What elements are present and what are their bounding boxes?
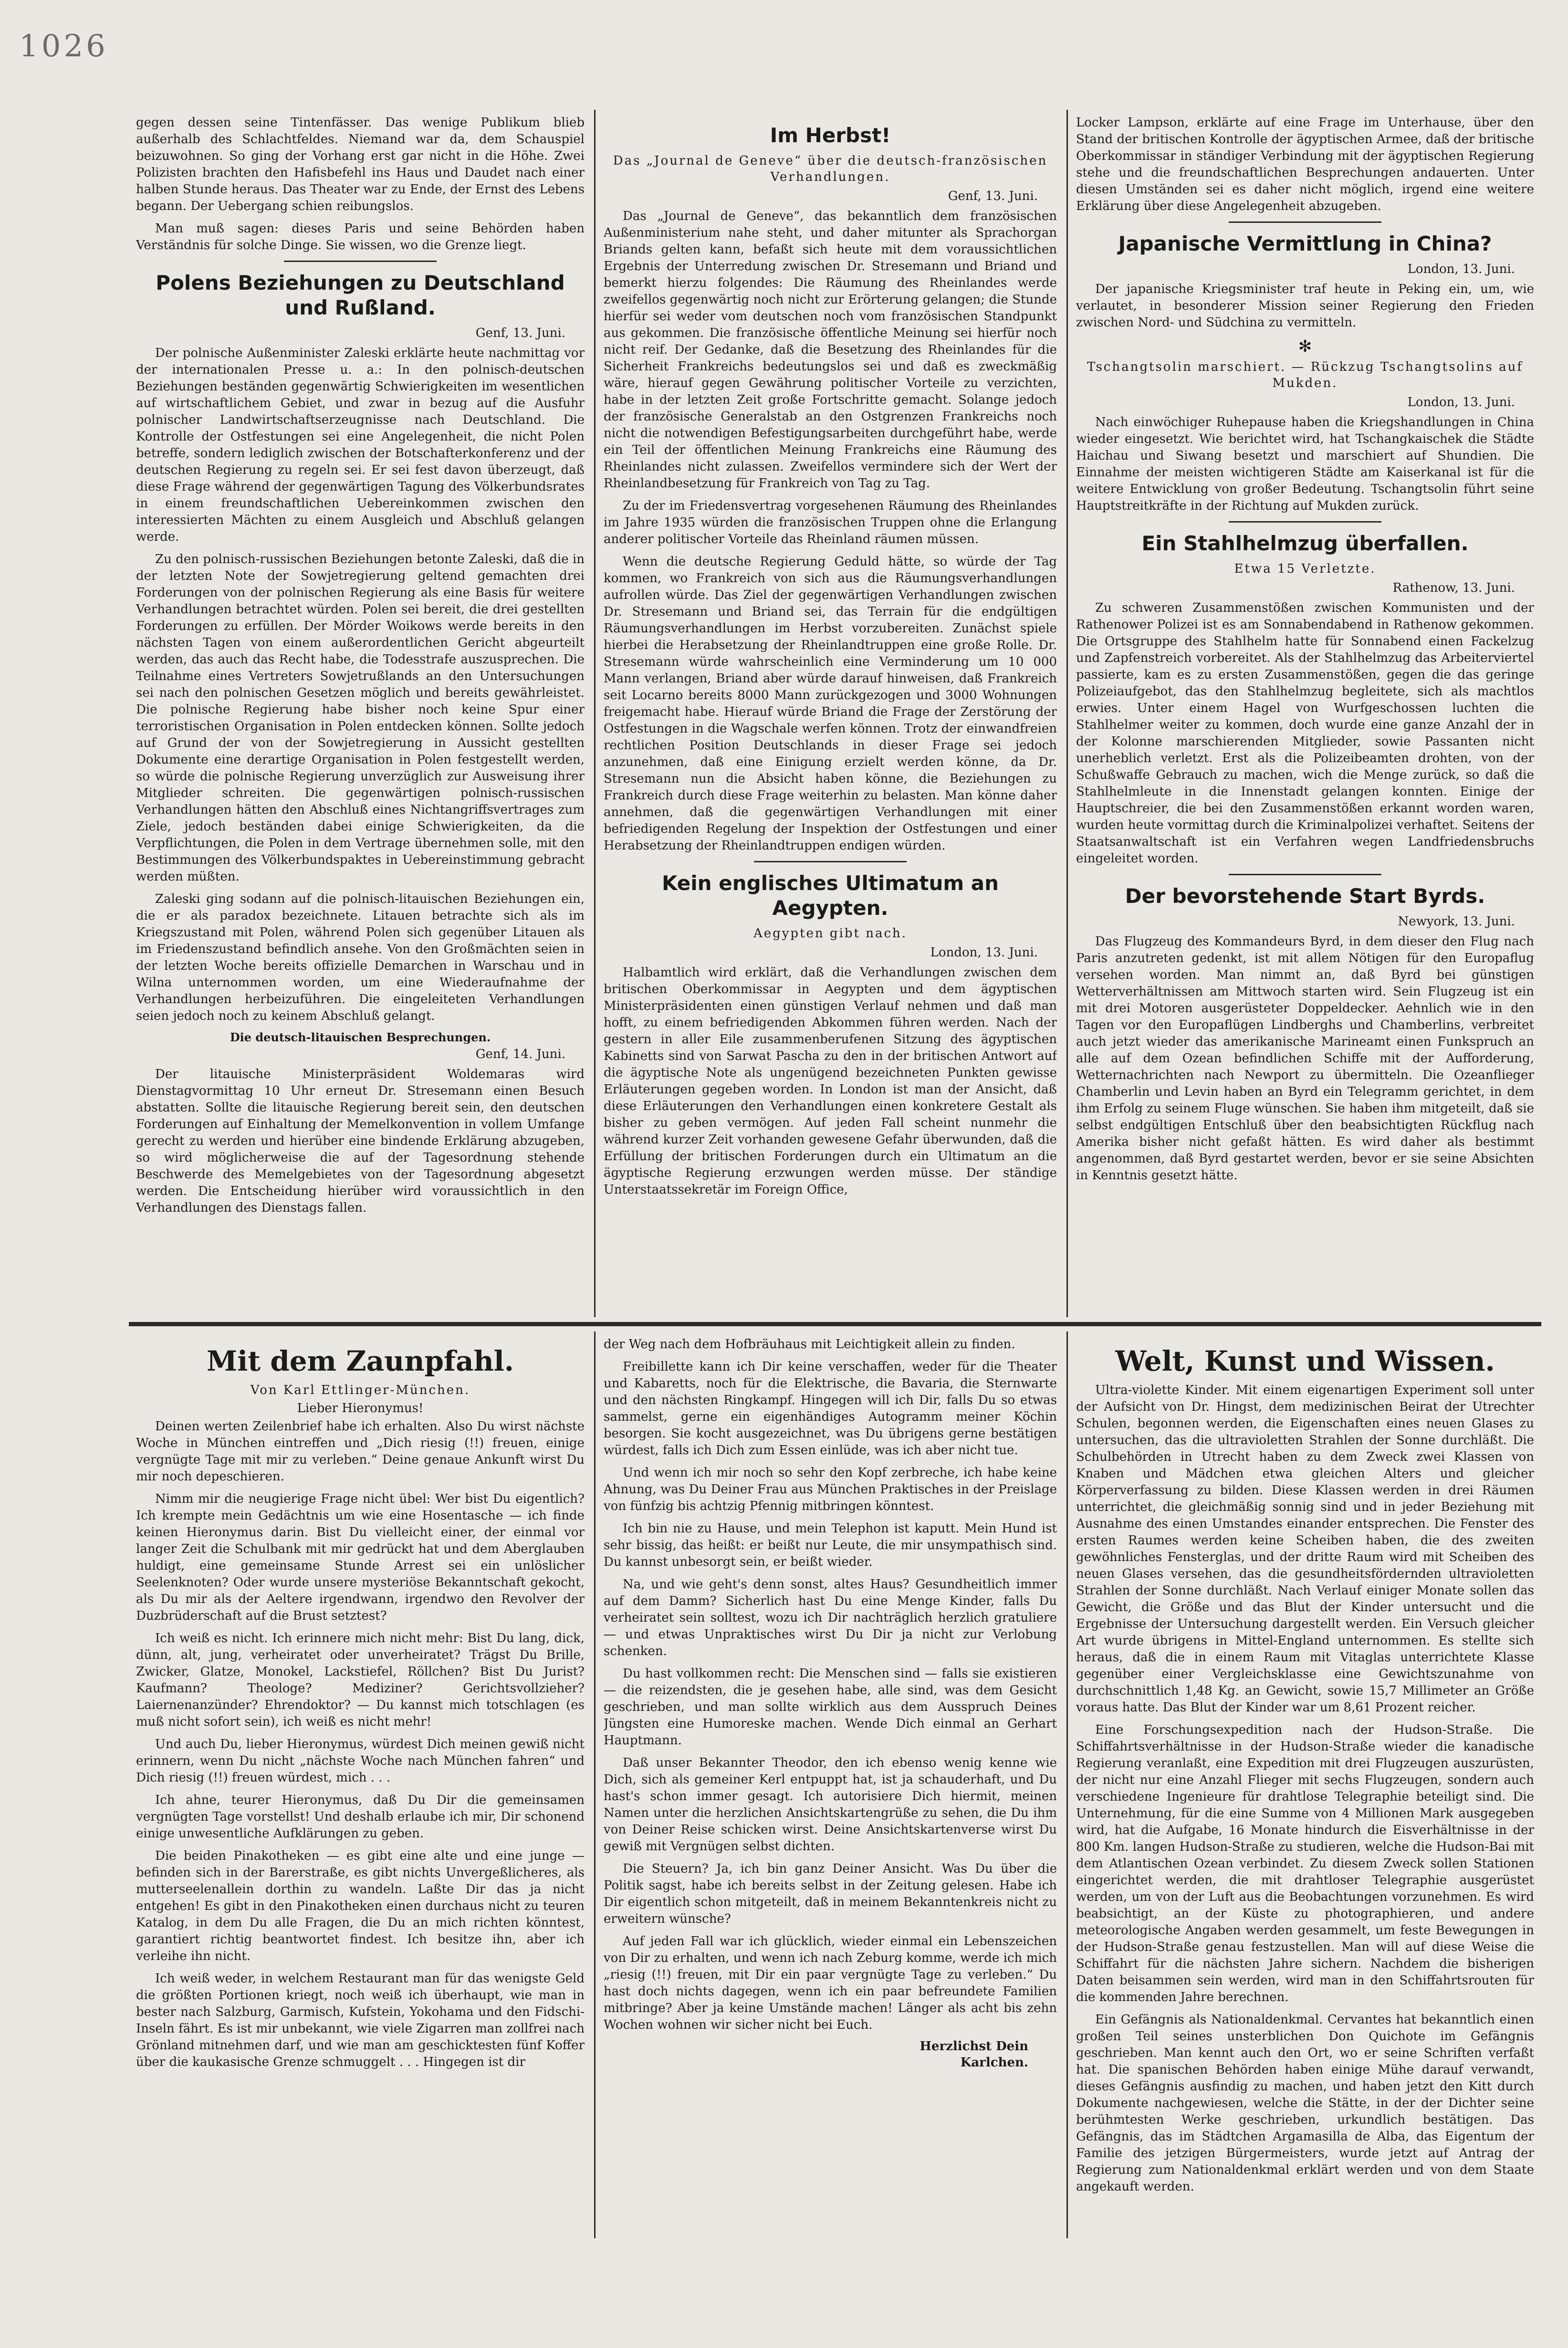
article-text: Wenn die deutsche Regierung Geduld hätte, so würde der Tag kommen, wo Frankreich von sich aus die Räumungsverhandlungen aufrollen würde. Das Ziel der gegenwärtigen Verhandlungen zwischen Dr. Stresemann und Briand sei, das Terrain für die endgültigen Räumungsverhandlungen im Herbst vorzubereiten. Zunächst spiele hierbei die Herabsetzung der Rheinlandtruppen eine große Rolle. Dr. Stresemann würde wahrscheinlich eine Verminderung um 10 000 Mann verlangen, Briand aber würde darauf hinweisen, daß Frankreich seit Locarno bereits 8000 Mann zurückgezogen und 3000 Wohnungen freigemacht habe. Hierauf würde Briand die Frage der Zerstörung der Ostfestungen in die Wagschale werfen können. Trotz der einwandfreien rechtlichen Position Deutschlands in dieser Frage sei jedoch anzunehmen, daß eine Einigung erzielt werden könne, da Dr. Stresemann nun die Absicht haben könne, die Beziehungen zu Frankreich durch diese Frage weiterhin zu belasten. Man könne daher annehmen, daß die gegenwärtigen Verhandlungen mit einer befriedigenden Regelung der Inspektion der Ostfestungen und einer Herabsetzung der Rheinlandtruppen endigen würden. [604, 555, 1057, 853]
subheadline: Die deutsch-litauischen Besprechungen. [230, 1030, 491, 1044]
feuilleton-column-1 [136, 1336, 585, 2233]
article-text: Zaleski ging sodann auf die polnisch-litauischen Beziehungen ein, die er als paradox bezeichnete. Litauen betrachte sich als im Kriegszustand mit Polen, während Polen sich gegenüber Litauen als im Friedenszustand befindlich ansehe. Von den Großmächten seien in der letzten Woche bereits offizielle Demarchen in Warschau und in Wilna unternommen worden, um eine Wiederaufnahme der Verhandlungen herbeizuführen. Die eingeleiteten Verhandlungen seien jedoch noch zu keinem Abschluß gelangt. [136, 892, 585, 1023]
greeting: Lieber Hieronymus! [297, 1401, 424, 1415]
article-text: der Weg nach dem Hofbräuhaus mit Leichtigkeit allein zu finden. [604, 1337, 1015, 1352]
headline-mit-dem-zaunpfahl: Mit dem Zaunpfahl. [207, 1345, 514, 1377]
article-text: Und auch Du, lieber Hieronymus, würdest Dich meinen gewiß nicht erinnern, wenn Du nicht „nächste Woche nach München fahren“ und Dich riesig (!!) freuen würdest, mich . . . [136, 1737, 585, 1785]
column-2 [604, 115, 1057, 1317]
dateline: London, 13. Juni. [1407, 395, 1515, 409]
subheadline: Tschangtsolin marschiert. — Rückzug Tschangtsolins auf Mukden. [1087, 360, 1523, 390]
subheadline: Aegypten gibt nach. [753, 926, 908, 941]
article-text: Ich bin nie zu Hause, und mein Telephon ist kaputt. Mein Hund ist sehr bissig, das heißt: er beißt nur Leute, die mir unsympathisch sind. Du kannst unbesorgt sein, er beißt wieder. [604, 1521, 1057, 1569]
headline-stahlhelmzug: Ein Stahlhelmzug überfallen. [1141, 532, 1469, 555]
article-text: Eine Forschungsexpedition nach der Hudson-Straße. Die Schiffahrtsverhältnisse in der Hudson-Straße wieder die kanadische Regierung veranlaßt, eine Expedition mit drei Flugzeugen auszurüsten, der nicht nur eine Anzahl Flieger mit sechs Flugzeugen, sondern auch verschiedene Ingenieure für drahtlose Telegraphie beteiligt sind. Die Unternehmung, für die eine Summe von 4 Millionen Mark ausgegeben wird, hat die Aufgabe, 16 Monate hindurch die Eisverhältnisse in der 800 Km. langen Hudson-Straße zu studieren, welche die Hudson-Bai mit dem Atlantischen Ozean verbindet. Zu diesem Zweck sollen Stationen eingerichtet werden, die mit drahtloser Telegraphie ausgerüstet werden, um von der Luft aus die Beobachtungen vorzunehmen. Es wird beabsichtigt, an der Küste zu photographieren, und andere meteorologische Angaben werden gesammelt, um feste Bewegungen in der Hudson-Straße genau festzustellen. Man will auf diese Weise die Schiffahrt für die nächsten Jahre sichern. Nachdem die bisherigen Daten beisammen sein werden, wird man in den Schiffahrtsrouten für die kommenden Jahre berechnen. [1076, 1723, 1534, 2004]
article-text: Ultra-violette Kinder. Mit einem eigenartigen Experiment soll unter der Aufsicht von Dr. Hingst, dem medizinischen Beirat der Utrechter Schulen, begonnen werden, die Eigenschaften eines neuen Glases zu untersuchen, das die ultravioletten Strahlen der Sonne durchläßt. Die Schulbehörden in Utrecht haben zu dem Zweck zwei Klassen von Knaben und Mädchen etwa gleichen Alters und gleicher Körperverfassung zu bilden. Diese Klassen werden in drei Räumen unterrichtet, die gleichmäßig sonnig sind und in jeder Beziehung mit Ausnahme des einen Umstandes einander entsprechen. Die Fenster des ersten Raumes werden keine Scheiben haben, die des zweiten gewöhnliches Fensterglas, und der dritte Raum wird mit Scheiben des neuen Glases versehen, das die gesundheitsfördernden ultravioletten Strahlen der Sonne durchläßt. Nach Verlauf einiger Monate sollen das Gewicht, die Größe und das Blut der Kinder untersucht und die Ergebnisse der Untersuchung dargestellt werden. Ein Versuch gleicher Art wurde übrigens in Mittel-England unternommen. Es stellte sich heraus, daß die in einem Raum mit Vitaglas unterrichtete Klasse gegenüber einer Vergleichsklasse eine Gewichtszunahme von durchschnittlich 1,48 Kg. an Gewicht, sowie 15,7 Millimeter an Größe voraus hatte. Das Blut der Kinder war um 8,61 Prozent reicher. [1076, 1383, 1534, 1715]
subheadline: Etwa 15 Verletzte. [1234, 562, 1376, 576]
article-text: gegen dessen seine Tintenfässer. Das wenige Publikum blieb außerhalb des Schlachtfeldes. Niemand war da, dem Schauspiel beizuwohnen. So ging der Vorhang erst gar nicht in die Höhe. Zwei Polizisten brachten den Hafisbefehl ins Haus und Daudet nach einer halben Stunde heraus. Das Theater war zu Ende, der Ernst des Lebens begann. Der Uebergang schien reibungslos. [136, 115, 585, 213]
article-text: Ein Gefängnis als Nationaldenkmal. Cervantes hat bekanntlich einen großen Teil seines unsterblichen Don Quichote im Gefängnis geschrieben. Man kennt auch den Ort, wo er seine Schriften verfaßt hat. Die spanischen Behörden haben einige Mühe darauf verwandt, dieses Gefängnis ausfindig zu machen, und haben jetzt den Kitt durch Dokumente nachgewiesen, welche die Stätte, in der der Dichter seine berühmtesten Werke geschrieben, urkundlich bestätigen. Das Gefängnis, das im Städtchen Argamasilla de Alba, das Eigentum der Familie des jetzigen Bürgermeisters, wurde jetzt auf Antrag der Regierung zum Nationaldenkmal erklärt werden und von dem Staate angekauft werden. [1076, 2013, 1534, 2194]
article-text: Nach einwöchiger Ruhepause haben die Kriegshandlungen in China wieder eingesetzt. Wie berichtet wird, hat Tschangkaischek die Städte Haichau und Siwang besetzt und marschiert auf Shundien. Die Einnahme der meisten wichtigeren Städte am Kaiserkanal ist für die weitere Entwicklung von großer Bedeutung. Tschangtsolin führt seine Hauptstreitkräfte in der Richtung auf Mukden zurück. [1076, 415, 1534, 513]
article-text: Zu schweren Zusammenstößen zwischen Kommunisten und der Rathenower Polizei ist es am Sonnabendabend in Rathenow gekommen. Die Ortsgruppe des Stahlhelm hatte für Sonnabend einen Fackelzug und Zapfenstreich vorbereitet. Als der Stahlhelmzug das Arbeiterviertel passierte, kam es zu ersten Zusammenstößen, gegen die das geringe Polizeiaufgebot, das den Stahlhelmzug begleitete, sich als machtlos erwies. Unter einem Hagel von Wurfgeschossen luchten die Stahlhelmer weiter zu kommen, doch wurde eine ganze Anzahl der in der Kolonne marschierenden Mitglieder, sowie Passanten nicht unerheblich verletzt. Erst als die Polizeibeamten drohten, von der Schußwaffe Gebrauch zu machen, wich die Menge zurück, so daß die Stahlhelmleute in die Innenstadt gelangen konnten. Einige der Hauptschreier, die bei den Zusammenstößen erkannt worden waren, wurden heute vormittag durch die Kriminalpolizei verhaftet. Seitens der Staatsanwaltschaft ist ein Verfahren wegen Landfriedensbruchs eingeleitet worden. [1076, 601, 1534, 866]
column-rule [1066, 1331, 1068, 2238]
byline: Von Karl Ettlinger-München. [250, 1383, 470, 1397]
feuilleton-rule [129, 1322, 1541, 1326]
article-text: Daß unser Bekannter Theodor, den ich ebenso wenig kenne wie Dich, sich als gemeiner Kerl entpuppt hat, ist ja schauderhaft, und Du hast's schon immer gesagt. Ich autorisiere Dich hiermit, meinen Namen unter die herzlichen Ansichtskartengrüße zu sehen, die Du ihm von Deiner Reise schicken wirst. Deine Ansichtskartenverse wirst Du gewiß mit Vergnügen selbst dichten. [604, 1756, 1057, 1854]
headline-polens-beziehungen: Polens Beziehungen zu Deutschland und Rußland. [156, 271, 565, 319]
closing: Herzlichst Dein [920, 2039, 1028, 2054]
article-text: Und wenn ich mir noch so sehr den Kopf zerbreche, ich habe keine Ahnung, was Du Deiner Frau aus München Praktisches in der Preislage von fünfzig bis achtzig Pfennig mitbringen könntest. [604, 1466, 1057, 1513]
feuilleton-column-3 [1076, 1336, 1534, 2233]
article-text: Der polnische Außenminister Zaleski erklärte heute nachmittag vor der internationalen Presse u. a.: In den polnisch-deutschen Beziehungen beständen gegenwärtig Schwierigkeiten im wesentlichen auf wirtschaftlichem Gebiet, und zwar in bezug auf die Ausfuhr polnischer Landwirtschaftserzeugnisse nach Deutschland. Die Kontrolle der Ostfestungen sei eine Angelegenheit, die nicht Polen betreffe, sondern lediglich zwischen der Botschafterkonferenz und der deutschen Regierung zu regeln sei. Er sei fest davon überzeugt, daß diese Frage während der gegenwärtigen Tagung des Völkerbundsrates in einem freundschaftlichen Uebereinkommen zwischen den interessierten Mächten zu einem Ausgleich und Abschluß gelangen werde. [136, 346, 585, 544]
article-text: Ich weiß weder, in welchem Restaurant man für das wenigste Geld die größten Portionen kriegt, noch weiß ich überhaupt, wie man in bester nach Salzburg, Garmisch, Kufstein, Yokohama und den Fidschi-Inseln fährt. Es ist mir unbekannt, wie viele Zigarren man zollfrei nach Grönland mitnehmen darf, und wie man am geschicktesten fünf Koffer über die kaukasische Grenze schmuggelt . . . Hingegen ist dir [136, 1971, 585, 2069]
article-text: Zu den polnisch-russischen Beziehungen betonte Zaleski, daß die in der letzten Note der Sowjetregierung geltend gemachten drei Forderungen von der polnischen Regierung als eine Basis für weitere Verhandlungen betrachtet würden. Polen sei bereit, die drei gestellten Forderungen zu erfüllen. Der Mörder Woikows werde bereits in den nächsten Tagen von einem außerordentlichen Gericht abgeurteilt werden, das auch das Recht habe, die Todesstrafe auszusprechen. Die Teilnahme eines Vertreters Sowjetrußlands an den Untersuchungen sei nach den polnischen Gesetzen möglich und bereits gewährleistet. Die polnische Regierung habe bisher noch keine Spur einer terroristischen Organisation in Polen entdecken können. Sollte jedoch auf Grund der von der Sowjetregierung in Aussicht gestellten Dokumente eine derartige Organisation in Polen festgestellt werden, so würde die polnische Regierung unverzüglich zur Ausweisung ihrer Mitglieder schreiten. Die gegenwärtigen polnisch-russischen Verhandlungen hätten den Abschluß eines Nichtangriffsvertrages zum Ziele, jedoch beständen dabei einige Schwierigkeiten, da die Verpflichtungen, die Polen in dem Vertrage übernehmen solle, mit den Bestimmungen des Völkerbundspaktes in Uebereinstimmung gebracht werden müßten. [136, 552, 585, 884]
divider [754, 861, 907, 862]
headline-im-herbst: Im Herbst! [770, 124, 891, 147]
subheadline: Das „Journal de Geneve“ über die deutsch-französischen Verhandlungen. [613, 154, 1048, 184]
column-1 [136, 115, 585, 1317]
dateline: London, 13. Juni. [1407, 262, 1515, 276]
article-text: Halbamtlich wird erklärt, daß die Verhandlungen zwischen dem britischen Oberkommissar in Aegypten und dem ägyptischen Ministerpräsidenten einen günstigen Verlauf nehmen und daß man hofft, zu einem befriedigenden Abkommen führen werden. Nach der gestern in aller Eile zusammenberufenen Sitzung des ägyptischen Kabinetts sind von Sarwat Pascha zu den in der britischen Antwort auf die ägyptische Note als ungenügend bezeichneten Punkten gewisse Erläuterungen gegeben worden. In London ist man der Ansicht, daß diese Erläuterungen den Verhandlungen einen konkretere Gestalt als bisher zu geben vermögen. Auf jeden Fall scheint nunmehr die während kurzer Zeit vorhanden gewesene Gefahr überwunden, daß die Erfüllung der britischen Forderungen durch ein Ultimatum an die ägyptische Regierung erzwungen werden müsse. Der ständige Unterstaatssekretär im Foreign Office, [604, 965, 1057, 1197]
article-text: Das „Journal de Geneve“, das bekanntlich dem französischen Außenministerium nahe steht, und daher mitunter als Sprachorgan Briands gelten kann, befaßt sich heute mit dem voraussichtlichen Ergebnis der Unterredung zwischen Dr. Stresemann und Briand und bemerkt hierzu folgendes: Die Räumung des Rheinlandes werde zweifellos gegenwärtig noch nicht zur Erörterung gelangen; die Stunde hierfür sei weder vom deutschen noch vom französischen Standpunkt aus gekommen. Die französische öffentliche Meinung sei hierfür noch nicht reif. Der Gedanke, daß die Besetzung des Rheinlandes für die Sicherheit Frankreichs bedeutungslos sei und daß es zweckmäßig wäre, hierauf gegen Gewährung politischer Vorteile zu verzichten, habe in der letzten Zeit große Fortschritte gemacht. Solange jedoch der französische Generalstab an den Ostgrenzen Frankreichs noch nicht die notwendigen Befestigungsarbeiten durchgeführt habe, werde ein Teil der öffentlichen Meinung Frankreichs eine Räumung des Rheinlandes nicht zulassen. Zweifellos vermindere sich der Wert der Rheinlandbesetzung für Frankreich von Tag zu Tag. [604, 209, 1057, 491]
article-text: Auf jeden Fall war ich glücklich, wieder einmal ein Lebenszeichen von Dir zu erhalten, und wenn ich nach Zeburg komme, werde ich mich „riesig (!!) freuen, mit Dir ein paar vergnügte Tage zu verleben.“ Du hast doch nichts dagegen, wenn ich ein paar befreundete Familien mitbringe? Aber ja keine Umstände machen! Länger als acht bis zehn Wochen wohnen wir sicher nicht bei Euch. [604, 1934, 1057, 2032]
article-text: Ich weiß es nicht. Ich erinnere mich nicht mehr: Bist Du lang, dick, dünn, alt, jung, verheiratet oder unverheiratet? Trägst Du Brille, Zwicker, Glatze, Monokel, Lackstiefel, Röllchen? Bist Du Jurist? Kaufmann? Theologe? Mediziner? Gerichtsvollzieher? Laiernenanzünder? Ehrendoktor? — Du kannst mich totschlagen (es muß nicht sofort sein), ich weiß es nicht mehr! [136, 1631, 585, 1729]
feuilleton-column-2 [604, 1336, 1057, 2233]
article-text: Der litauische Ministerpräsident Woldemaras wird Dienstagvormittag 10 Uhr erneut Dr. Stresemann einen Besuch abstatten. Sollte die litauische Regierung bereit sein, den deutschen Forderungen auf Einhaltung der Memelkonvention in vollem Umfange gerecht zu werden und hierüber eine bindende Erklärung abzugeben, so wird möglicherweise die auf der Tagesordnung stehende Beschwerde des Memelgebietes von der Tagesordnung abgesetzt werden. Die Entscheidung hierüber wird voraussichtlich in den Verhandlungen des Dienstags fallen. [136, 1067, 585, 1215]
divider [1229, 521, 1381, 523]
article-text: Zu der im Friedensvertrag vorgesehenen Räumung des Rheinlandes im Jahre 1935 würden die französischen Truppen ohne die Erlangung anderer politischer Vorteile das Rheinland räumen müssen. [604, 499, 1057, 546]
dateline: Rathenow, 13. Juni. [1392, 581, 1515, 595]
headline-start-byrds: Der bevorstehende Start Byrds. [1125, 884, 1485, 908]
article-text: Deinen werten Zeilenbrief habe ich erhalten. Also Du wirst nächste Woche in München eintreffen und „Dich riesig (!!) freuen, einige vergnügte Tage mit mir zu verleben.“ Deine genaue Ankunft wirst Du mir noch depeschieren. [136, 1419, 585, 1484]
headline-welt-kunst-wissen: Welt, Kunst und Wissen. [1115, 1345, 1495, 1377]
signature: Karlchen. [960, 2055, 1028, 2070]
article-text: Na, und wie geht's denn sonst, altes Haus? Gesundheitlich immer auf dem Damm? Sicherlich hast Du eine Menge Kinder, falls Du verheiratet sein solltest, wozu ich Dir nachträglich herzlich gratuliere — und etwas Unpraktisches wirst Du Dir ja nicht zur Verlobung schenken. [604, 1577, 1057, 1658]
dateline: Genf, 14. Juni. [475, 1047, 565, 1061]
article-text: Locker Lampson, erklärte auf eine Frage im Unterhause, über den Stand der britischen Kontrolle der ägyptischen Armee, daß der britische Oberkommissar in ständiger Verbindung mit der ägyptischen Regierung stehe und die freundschaftlichen Besprechungen andauerten. Unter diesen Umständen sei es daher nicht möglich, irgend eine weitere Erklärung über diese Angelegenheit abzugeben. [1076, 115, 1534, 213]
column-rule [594, 110, 596, 1317]
article-text: Die beiden Pinakotheken — es gibt eine alte und eine junge — befinden sich in der Barerstraße, es gibt nichts Unvergeßlicheres, als mutterseelenallein dorthin zu wandeln. Laßte Dir das ja nicht entgehen! Es gibt in den Pinakotheken einen durchaus nicht zu teuren Katalog, in dem Du alle Fragen, die Du an mich richten könntest, garantiert richtig beantwortet findest. Ich besitze ihn, aber ich verleihe ihn nicht. [136, 1849, 585, 1963]
column-rule [1066, 110, 1068, 1317]
article-text: Ich ahne, teurer Hieronymus, daß Du Dir die gemeinsamen vergnügten Tage vorstellst! Und deshalb erlaube ich mir, Dir schonend einige unwesentliche Aufklärungen zu geben. [136, 1793, 585, 1841]
page-number: 1026 [19, 29, 108, 64]
article-text: Die Steuern? Ja, ich bin ganz Deiner Ansicht. Was Du über die Politik sagst, habe ich bereits selbst in der Zeitung gelesen. Habe ich Dir eigentlich schon mitgeteilt, daß in meinem Bekanntenkreis nicht zu erweitern wünsche? [604, 1862, 1057, 1926]
article-text: Der japanische Kriegsminister traf heute in Peking ein, um, wie verlautet, in besonderer Mission seiner Regierung den Frieden zwischen Nord- und Südchina zu vermitteln. [1076, 282, 1534, 330]
divider [1229, 221, 1381, 223]
article-text: Nimm mir die neugierige Frage nicht übel: Wer bist Du eigentlich? Ich krempte mein Gedächtnis um wie eine Hosentasche — ich finde keinen Hieronymus darin. Bist Du vielleicht einer, der einmal vor langer Zeit die Schulbank mit mir gedrückt hat und dem Aberglauben huldigt, eine gemeinsame Stunde Arrest sei ein unlöslicher Seelenknoten? Oder wurde unsere mysteriöse Bekanntschaft gekocht, als Du mir als der Aeltere irgendwann, irgendwo den Revolver der Duzbrüderschaft auf die Brust setztest? [136, 1492, 585, 1623]
dateline: London, 13. Juni. [930, 945, 1038, 960]
article-text: Das Flugzeug des Kommandeurs Byrd, in dem dieser den Flug nach Paris anzutreten gedenkt, ist mit allem Nötigen für den Europaflug versehen worden. Man nimmt an, daß Byrd bei günstigen Wetterverhältnissen am Mittwoch starten wird. Sein Flugzeug ist ein mit drei Motoren ausgerüsteter Doppeldecker. Aehnlich wie in den Tagen vor den Europaflügen Lindberghs und Chamberlins, verbreitet auch jetzt wieder das amerikanische Marineamt einen Funkspruch an alle auf dem Ozean befindlichen Schiffe mit der Aufforderung, Wetternachrichten nach Newport zu übermitteln. Die Ozeanflieger Chamberlin und Levin haben an Byrd ein Telegramm gerichtet, in dem ihm Erfolg zu seinem Fluge wünschen. Sie haben ihm mitgeteilt, daß sie selbst endgültigen Entschluß über den beabsichtigten Rückflug nach Amerika bisher nicht gefaßt hätten. Es wird daher als bestimmt angenommen, daß Byrd gestartet werden, bevor er sie seine Absichten in Kenntnis gesetzt hätte. [1076, 934, 1534, 1183]
headline-kein-englisches-ultimatum: Kein englisches Ultimatum an Aegypten. [661, 871, 999, 920]
dateline: Genf, 13. Juni. [948, 189, 1038, 203]
dateline: Newyork, 13. Juni. [1398, 914, 1515, 929]
asterism: ✻ [1298, 337, 1312, 356]
headline-japanische-vermittlung: Japanische Vermittlung in China? [1118, 232, 1492, 255]
divider [284, 261, 437, 262]
column-rule [594, 1331, 596, 2238]
article-text: Freibillette kann ich Dir keine verschaffen, weder für die Theater und Kabaretts, noch für die Elektrische, die Bavaria, die Sternwarte und den nächsten Ringkampf. Hingegen will ich Dir, falls Du so etwas sammelst, gerne ein eigenhändiges Autogramm meiner Köchin besorgen. Sie kocht ausgezeichnet, was Du übrigens gerne bestätigen würdest, falls ich Dich zum Essen einlüde, was ich aber nicht tue. [604, 1360, 1057, 1457]
article-text: Du hast vollkommen recht: Die Menschen sind — falls sie existieren — die reizendsten, die je gesehen habe, alle sind, was dem Gesicht geschrieben, und man sollte wirklich aus dem Ausspruch Deines Jüngsten eine Humoreske machen. Wende Dich einmal an Gerhart Hauptmann. [604, 1667, 1057, 1748]
article-text: Man muß sagen: dieses Paris und seine Behörden haben Verständnis für solche Dinge. Sie wissen, wo die Grenze liegt. [136, 221, 585, 252]
column-3 [1076, 115, 1534, 1317]
divider [1229, 874, 1381, 875]
dateline: Genf, 13. Juni. [475, 326, 565, 340]
